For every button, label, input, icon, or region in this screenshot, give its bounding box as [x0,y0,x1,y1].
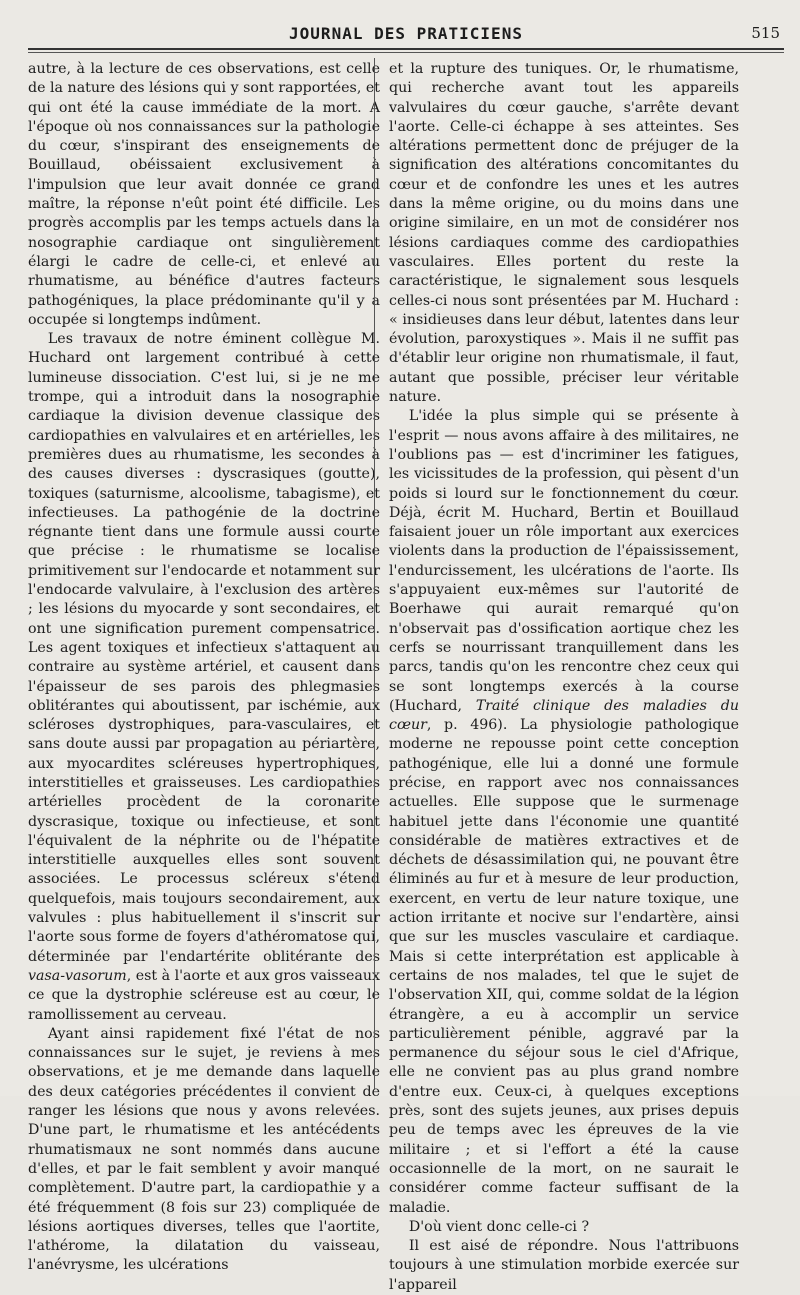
paragraph: Ayant ainsi rapidement fixé l'état de nos connaissances sur le sujet, je reviens à mes observations, et je me demande dans laquelle des deux catégories précédentes il convient de ranger les lésions que nous y avons relevées. D'une part, le rhumatisme et les antécédents rhumatismaux ne sont nommés dans aucune d'elles, et par le fait semblent y avoir manqué complètement. D'autre part, la cardiopathie y a été fréquemment (8 fois sur 23) compliquée de lésions aortiques diverses, telles que l'aortite, l'athérome, la dilatation du vaisseau, l'anévrysme, les ulcérations [28,1025,380,1274]
paragraph [389,407,739,1217]
paragraph: autre, à la lecture de ces observations, est celle de la nature des lésions qui y sont rapportées, et qui ont été la cause immédiate de la mort. A l'époque où nos connaissances sur la pathologie du cœur, s'inspirant des enseignements de Bouillaud, obéissaient exclusivement à l'impulsion que leur avait donnée ce grand maître, la réponse n'eût point été difficile. Les progrès accomplis par les temps actuels dans la nosographie cardiaque ont singulièrement élargi le cadre de celle-ci, et enlevé au rhumatisme, au bénéfice d'autres facteurs pathogéniques, la place prédominante qu'il y a occupée si longtemps indûment. [28,61,380,328]
header-rule [28,48,784,50]
paragraph: Il est aisé de répondre. Nous l'attribuons toujours à une stimulation morbide exercée sur l'appareil [389,1238,739,1293]
paragraph [28,330,380,1025]
text-span: , est à l'aorte et aux gros vaisseaux ce que la dystrophie scléreuse est au cœur, le ramollissement au cerveau. [28,967,380,1023]
journal-title: JOURNAL DES PRATICIENS [289,24,523,43]
paragraph: et la rupture des tuniques. Or, le rhumatisme, qui recherche avant tout les appareils valvulaires du cœur gauche, s'arrête devant l'aorte. Celle-ci échappe à ses atteintes. Ses altérations permettent donc de préjuger de la signification des altérations concomitantes du cœur et de confondre les unes et les autres dans la même origine, ou du moins dans une origine similaire, en un mot de considérer nos lésions cardiaques comme des cardiopathies vasculaires. Elles portent du reste la caractéristique, le signalement sous lesquels celles-ci nous sont présentées par M. Huchard : « insidieuses dans leur début, latentes dans leur évolution, paroxystiques ». Mais il ne suffit pas d'établir leur origine non rhumatismale, il faut, autant que possible, préciser leur véritable nature. [389,61,739,406]
italic-citation: Traité clinique des maladies du cœur [389,697,739,734]
header-rule-thin [28,52,784,53]
text-span: , p. 496). La physiologie pathologique moderne ne repousse point cette conception pathogénique, elle lui a donné une formule précise, en rapport avec nos connaissances actuelles. Elle suppose que le surmenage habituel jette dans l'économie une quantité considérable de matières extractives et de déchets de désassimilation qui, ne pouvant être éliminés au fur et à mesure de leur production, exercent, en vertu de leur nature toxique, une action irritante et nocive sur l'endartère, ainsi que sur les muscles vasculaire et cardiaque. Mais si cette interprétation est applicable à certains de nos malades, tel que le sujet de l'observation XII, qui, comme soldat de la légion étrangère, a eu à accomplir un service particulièrement pénible, aggravé par la permanence du séjour sous le ciel d'Afrique, elle ne convient pas au plus grand nombre d'entre eux. Ceux-ci, à quelques exceptions près, sont des sujets jeunes, aux prises depuis peu de temps avec les épreuves de la vie militaire ; et si l'effort a été la cause occasionnelle de la mort, on ne saurait le considérer comme facteur suffisant de la maladie. [389,717,739,1216]
paragraph: D'où vient donc celle-ci ? [408,1218,590,1235]
text-span: L'idée la plus simple qui se présente à l'esprit — nous avons affaire à des militaires, ne l'oublions pas — est d'incriminer les fatigues, les vicissitudes de la profession, qui pèsent d'un poids si lourd sur le fonctionnement du cœur. Déjà, écrit M. Huchard, Bertin et Bouillaud faisaient jouer un rôle important aux exercices violents dans la production de l'épaississement, l'endurcissement, les ulcérations de l'aorte. Ils s'appuyaient eux-mêmes sur l'autorité de Boerhawe qui aurait remarqué qu'on n'observait pas d'ossification aortique chez les cerfs se nourrissant tranquillement dans les parcs, tandis qu'on les rencontre chez ceux qui se sont longtemps exercés à la course (Huchard, [389,408,739,714]
page-number: 515 [751,24,780,42]
left-column [28,60,380,1276]
column-divider [374,58,375,1090]
running-header [28,18,784,48]
text-span: Les travaux de notre éminent collègue M. Huchard ont largement contribué à cette lumineuse dissociation. C'est lui, si je ne me trompe, qui a introduit dans la nosographie cardiaque la division devenue classique des cardiopathies en valvulaires et en artérielles, les premières dues au rhumatisme, les secondes à des causes diverses : dyscrasiques (goutte), toxiques (saturnisme, alcoolisme, tabagisme), et infectieuses. La pathogénie de la doctrine régnante tient dans une formule aussi courte que précise : le rhumatisme se localise primitivement sur l'endocarde et notamment sur l'endocarde valvulaire, à l'exclusion des artères ; les lésions du myocarde y sont secondaires, et ont une signification purement compensatrice. Les agent toxiques et infectieux s'attaquent au contraire au système artériel, et causent dans l'épaisseur de ses parois des phlegmasies oblitérantes qui aboutissent, par ischémie, aux scléroses dystrophiques, para-vasculaires, et sans doute aussi par propagation au périartère, aux myocardites scléreuses hypertrophiques, interstitielles et graisseuses. Les cardiopathies artérielles procèdent de la coronarite dyscrasique, toxique ou infectieuse, et sont l'équivalent de la néphrite ou de l'hépatite interstitielle auxquelles elles sont souvent associées. Le processus scléreux s'étend quelquefois, mais toujours secondairement, aux valvules : plus habituellement il s'inscrit sur l'aorte sous forme de foyers d'athéromatose qui, déterminée par l'endartérite oblitérante des [28,331,380,965]
italic-term: vasa-vasorum [28,967,127,984]
right-column [389,60,739,1295]
